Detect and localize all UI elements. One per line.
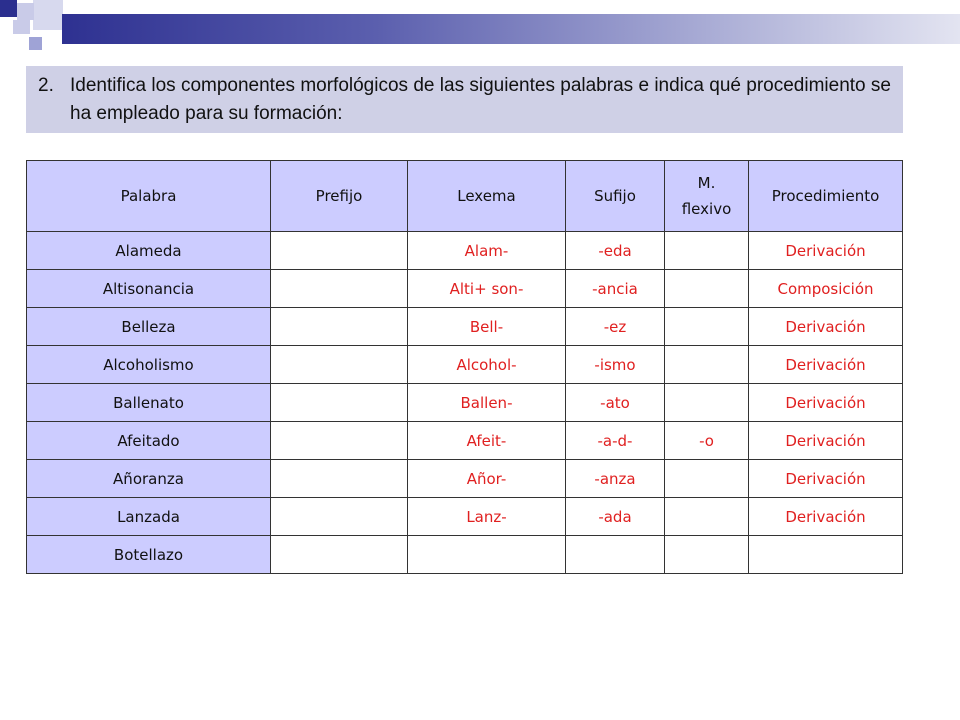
cell-palabra: Alameda — [27, 232, 271, 270]
cell-procedimiento: Derivación — [749, 346, 903, 384]
cell-procedimiento: Composición — [749, 270, 903, 308]
cell-prefijo — [271, 460, 408, 498]
cell-palabra: Afeitado — [27, 422, 271, 460]
cell-procedimiento: Derivación — [749, 232, 903, 270]
cell-lexema: Ballen- — [408, 384, 566, 422]
cell-prefijo — [271, 308, 408, 346]
col-header-palabra: Palabra — [27, 161, 271, 232]
cell-palabra: Lanzada — [27, 498, 271, 536]
col-header-mflexivo: M. flexivo — [665, 161, 749, 232]
cell-lexema: Afeit- — [408, 422, 566, 460]
cell-lexema: Bell- — [408, 308, 566, 346]
table-row — [27, 460, 903, 498]
cell-procedimiento: Derivación — [749, 460, 903, 498]
decor-square — [17, 3, 34, 20]
question-text: Identifica los componentes morfológicos de las siguientes palabras e indica qué procedimiento se ha empleado para su formación: — [70, 75, 891, 124]
col-header-prefijo: Prefijo — [271, 161, 408, 232]
cell-palabra: Añoranza — [27, 460, 271, 498]
cell-palabra: Botellazo — [27, 536, 271, 574]
question-box — [26, 66, 903, 133]
cell-lexema: Alti+ son- — [408, 270, 566, 308]
cell-sufijo: -anza — [566, 460, 665, 498]
table-row — [27, 232, 903, 270]
decor-square — [33, 0, 63, 30]
cell-mflexivo — [665, 232, 749, 270]
col-header-lexema: Lexema — [408, 161, 566, 232]
cell-palabra: Belleza — [27, 308, 271, 346]
cell-prefijo — [271, 536, 408, 574]
cell-mflexivo — [665, 460, 749, 498]
cell-mflexivo — [665, 346, 749, 384]
cell-mflexivo: -o — [665, 422, 749, 460]
cell-lexema — [408, 536, 566, 574]
table-row — [27, 346, 903, 384]
cell-mflexivo — [665, 384, 749, 422]
cell-procedimiento: Derivación — [749, 422, 903, 460]
cell-procedimiento — [749, 536, 903, 574]
cell-prefijo — [271, 498, 408, 536]
cell-prefijo — [271, 422, 408, 460]
cell-prefijo — [271, 232, 408, 270]
cell-prefijo — [271, 346, 408, 384]
cell-sufijo — [566, 536, 665, 574]
cell-lexema: Alcohol- — [408, 346, 566, 384]
cell-sufijo: -ada — [566, 498, 665, 536]
cell-procedimiento: Derivación — [749, 308, 903, 346]
table-row — [27, 384, 903, 422]
cell-procedimiento: Derivación — [749, 384, 903, 422]
table-row — [27, 498, 903, 536]
morphology-table — [26, 160, 903, 574]
cell-sufijo: -ato — [566, 384, 665, 422]
table-header-row — [27, 161, 903, 232]
table-row — [27, 422, 903, 460]
cell-prefijo — [271, 384, 408, 422]
table-row — [27, 536, 903, 574]
cell-palabra: Altisonancia — [27, 270, 271, 308]
decor-square — [13, 20, 30, 34]
cell-lexema: Lanz- — [408, 498, 566, 536]
col-header-procedimiento: Procedimiento — [749, 161, 903, 232]
col-header-sufijo: Sufijo — [566, 161, 665, 232]
cell-mflexivo — [665, 536, 749, 574]
decor-square — [0, 0, 17, 17]
cell-procedimiento: Derivación — [749, 498, 903, 536]
header-gradient-bar — [62, 14, 960, 44]
table-row — [27, 270, 903, 308]
cell-sufijo: -ismo — [566, 346, 665, 384]
cell-sufijo: -eda — [566, 232, 665, 270]
cell-sufijo: -ancia — [566, 270, 665, 308]
cell-palabra: Alcoholismo — [27, 346, 271, 384]
cell-sufijo: -a-d- — [566, 422, 665, 460]
table-row — [27, 308, 903, 346]
cell-mflexivo — [665, 498, 749, 536]
cell-sufijo: -ez — [566, 308, 665, 346]
cell-palabra: Ballenato — [27, 384, 271, 422]
cell-lexema: Alam- — [408, 232, 566, 270]
cell-lexema: Añor- — [408, 460, 566, 498]
cell-mflexivo — [665, 270, 749, 308]
cell-prefijo — [271, 270, 408, 308]
decor-square — [29, 37, 42, 50]
question-number: 2. — [38, 75, 54, 96]
cell-mflexivo — [665, 308, 749, 346]
